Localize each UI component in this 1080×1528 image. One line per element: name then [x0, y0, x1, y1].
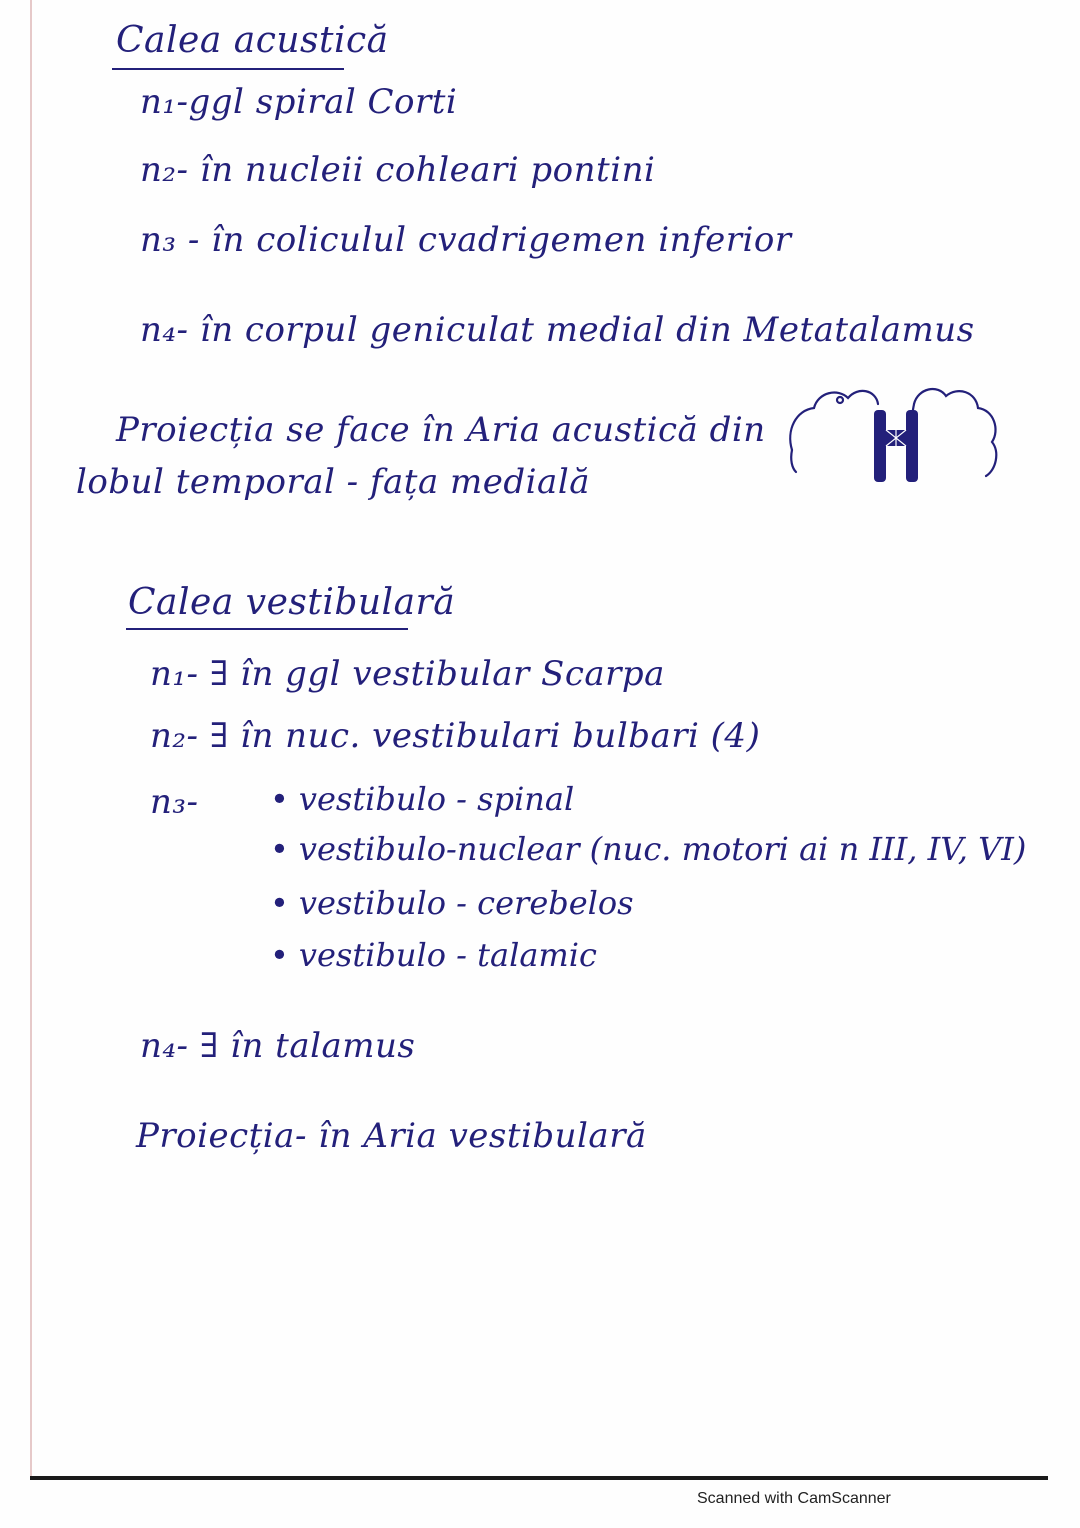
brain-hemispheres-sketch-icon [786, 380, 1006, 490]
acoustic-heading: Calea acustică [116, 20, 389, 61]
vestibular-projection: Proiecția- în Aria vestibulară [136, 1116, 647, 1156]
scanner-footer: Scanned with CamScanner [697, 1490, 891, 1507]
acoustic-line-n3: n₃ - în coliculul cvadrigemen inferior [140, 220, 792, 260]
page-left-edge [30, 0, 32, 1478]
acoustic-line-n4: n₄- în corpul geniculat medial din Metatalamus [140, 310, 975, 350]
vestibular-heading: Calea vestibulară [128, 582, 456, 623]
vestibular-line-n2: n₂- ∃ în nuc. vestibulari bulbari (4) [150, 716, 761, 756]
acoustic-line-n1: n₁-ggl spiral Corti [140, 82, 458, 122]
acoustic-line-n2: n₂- în nucleii cohleari pontini [140, 150, 656, 190]
acoustic-projection-line-2: lobul temporal - fața medială [76, 462, 590, 502]
vestibular-heading-underline [126, 628, 408, 630]
vestibular-line-n4: n₄- ∃ în talamus [140, 1026, 416, 1066]
vestibular-line-n3-label: n₃- [150, 782, 199, 822]
vestibular-bullet-spinal: • vestibulo - spinal [270, 780, 574, 818]
vestibular-bullet-nuclear: • vestibulo-nuclear (nuc. motori ai n III, IV, VI) [270, 830, 1026, 868]
page-bottom-rule [30, 1476, 1048, 1480]
acoustic-heading-underline [112, 68, 344, 70]
acoustic-projection-line-1: Proiecția se face în Aria acustică din [116, 410, 766, 450]
vestibular-bullet-cerebelos: • vestibulo - cerebelos [270, 884, 634, 922]
vestibular-bullet-talamic: • vestibulo - talamic [270, 936, 597, 974]
vestibular-line-n1: n₁- ∃ în ggl vestibular Scarpa [150, 654, 665, 694]
